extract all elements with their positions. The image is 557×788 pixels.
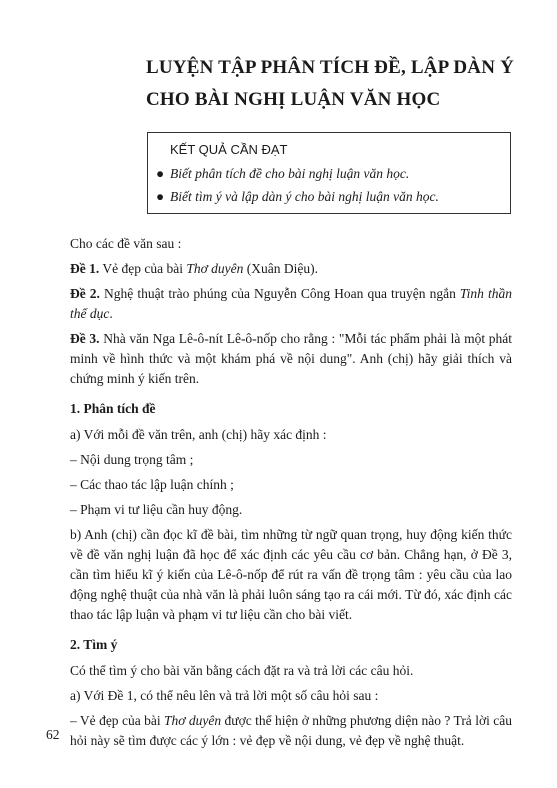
- lesson-title: [146, 52, 526, 116]
- section-1-item: – Các thao tác lập luận chính ;: [70, 477, 234, 492]
- title-line-2: CHO BÀI NGHỊ LUẬN VĂN HỌC: [146, 89, 441, 110]
- intro-paragraph: Cho các đề văn sau :: [70, 236, 182, 251]
- goals-heading: KẾT QUẢ CẦN ĐẠT: [170, 142, 288, 157]
- topic-3: Đề 3. Nhà văn Nga Lê-ô-nít Lê-ô-nốp cho rằng : "Mỗi tác phẩm phải là một phát minh về hình thức và một khám phá về nội dung". Anh (chị) hãy giải thích và chứng minh ý kiến trên.: [70, 331, 512, 386]
- section-1-a: a) Với mỗi đề văn trên, anh (chị) hãy xác định :: [70, 427, 327, 442]
- bullet-icon: ●: [156, 189, 165, 204]
- lesson-body: [70, 234, 512, 756]
- learning-goals-box: [147, 132, 511, 214]
- topic-2: Đề 2. Nghệ thuật trào phúng của Nguyễn Công Hoan qua truyện ngắn Tinh thần thể dục.: [70, 286, 513, 321]
- section-1-item: – Nội dung trọng tâm ;: [70, 452, 194, 467]
- section-1-item: – Phạm vi tư liệu cần huy động.: [70, 502, 243, 517]
- bullet-icon: ●: [156, 166, 165, 181]
- goal-item: ● Biết phân tích đề cho bài nghị luận văn học.: [156, 166, 410, 181]
- section-1-b: b) Anh (chị) cần đọc kĩ đề bài, tìm những từ ngữ quan trọng, huy động kiến thức về đề văn nghị luận đã học để xác định các yêu cầu cơ bản. Chẳng hạn, ở Đề 3, cần tìm hiểu kĩ ý kiến của Lê-ô-nốp để rút ra vấn đề trọng tâm : yêu cầu của lao động nghệ thuật của nhà văn là phải luôn sáng tạo ra cái mới. Từ đó, xác định các thao tác lập luận và phạm vi tư liệu cần cho bài viết.: [70, 527, 512, 622]
- section-2-a: a) Với Đề 1, có thể nêu lên và trả lời một số câu hỏi sau :: [70, 688, 379, 703]
- topic-1: Đề 1. Vẻ đẹp của bài Thơ duyên (Xuân Diệu).: [70, 261, 319, 276]
- page-number: 62: [46, 727, 60, 742]
- section-2-intro: Có thể tìm ý cho bài văn bằng cách đặt ra và trả lời các câu hỏi.: [70, 663, 414, 678]
- section-2-heading: 2. Tìm ý: [70, 637, 118, 652]
- title-line-1: LUYỆN TẬP PHÂN TÍCH ĐỀ, LẬP DÀN Ý: [146, 57, 514, 78]
- section-2-question: – Vẻ đẹp của bài Thơ duyên được thể hiện ở những phương diện nào ? Trả lời câu hỏi này sẽ tìm được các ý lớn : vẻ đẹp về nội dung, vẻ đẹp về nghệ thuật.: [70, 713, 512, 748]
- goal-item: ● Biết tìm ý và lập dàn ý cho bài nghị luận văn học.: [156, 189, 439, 204]
- section-1-heading: 1. Phân tích đề: [70, 401, 156, 416]
